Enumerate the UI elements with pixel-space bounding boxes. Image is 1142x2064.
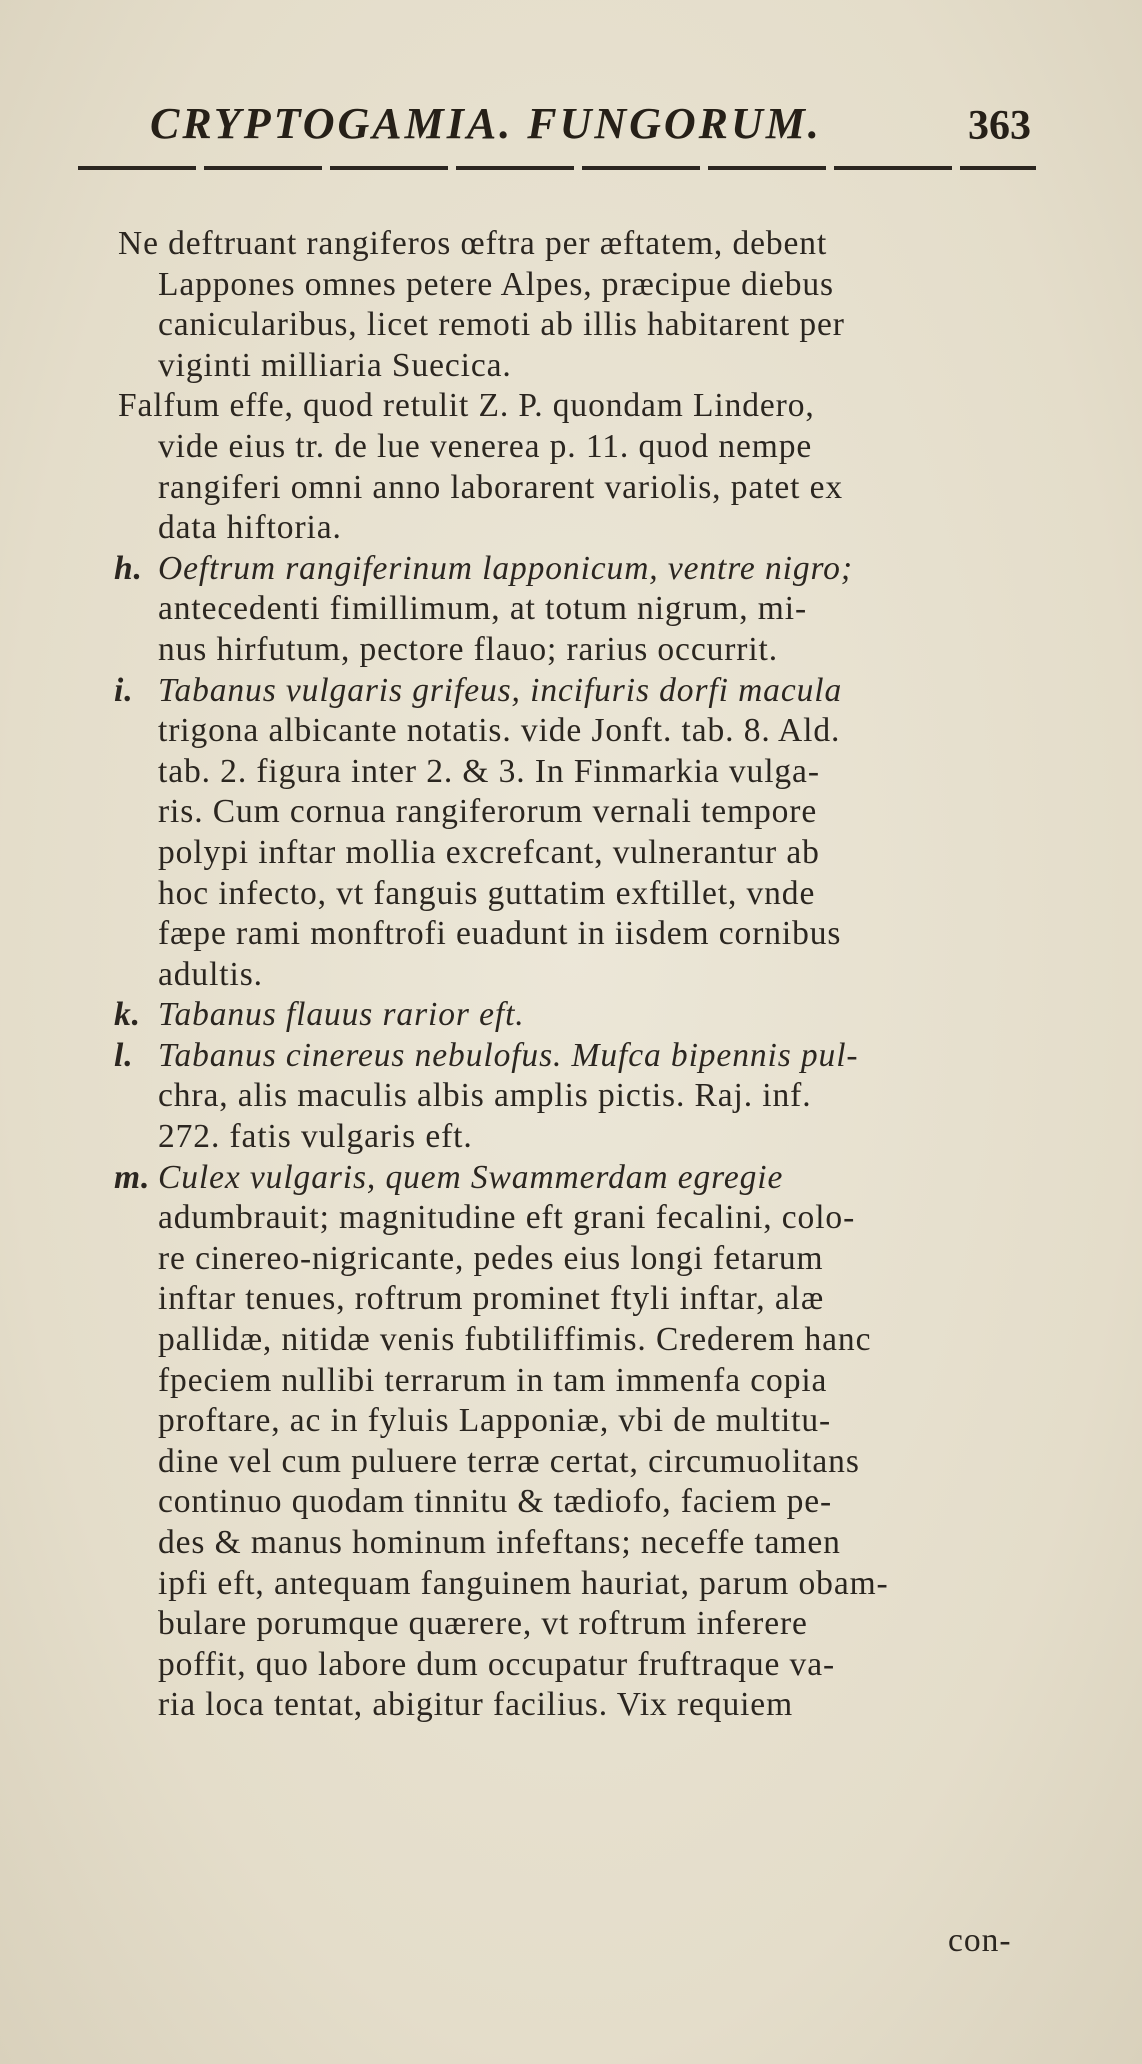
- body-text: [114, 224, 1048, 1726]
- entry-marker: m.: [114, 1158, 151, 1196]
- paragraph: [118, 386, 1048, 548]
- text-line: rangiferi omni anno laborarent variolis, patet ex: [158, 468, 844, 506]
- text-line: Tabanus vulgaris grifeus, incifuris dorfi macula: [158, 671, 843, 709]
- text-line: Lappones omnes petere Alpes, præcipue diebus: [158, 265, 834, 303]
- text-line: des & manus hominum infeftans; neceffe tamen: [158, 1524, 841, 1561]
- text-line: ria loca tentat, abigitur facilius. Vix requiem: [158, 1686, 794, 1724]
- text-line: data hiftoria.: [158, 509, 342, 547]
- text-line: adultis.: [158, 955, 263, 993]
- text-line: dine vel cum puluere terræ certat, circumuolitans: [158, 1442, 860, 1480]
- species-entry: [114, 549, 1048, 671]
- paragraph: [118, 224, 1048, 386]
- text-line: tab. 2. figura inter 2. & 3. In Finmarkia vulga-: [158, 752, 820, 790]
- running-title: CRYPTOGAMIA. FUNGORUM.: [150, 99, 822, 148]
- text-line: antecedenti fimillimum, at totum nigrum, mi-: [158, 590, 807, 628]
- text-line: Culex vulgaris, quem Swammerdam egregie: [158, 1158, 784, 1196]
- text-line: Falfum effe, quod retulit Z. P. quondam Lindero,: [118, 387, 815, 425]
- entry-marker: k.: [114, 996, 141, 1034]
- entry-marker: l.: [114, 1036, 134, 1074]
- page-header: [150, 98, 1050, 158]
- text-line: Ne deftruant rangiferos œftra per æftatem, debent: [118, 225, 828, 262]
- entry-marker: i.: [114, 671, 134, 709]
- text-line: polypi inftar mollia excrefcant, vulnerantur ab: [158, 833, 820, 871]
- text-line: pallidæ, nitidæ venis fubtiliffimis. Crederem hanc: [158, 1321, 872, 1359]
- text-line: Oeftrum rangiferinum lapponicum, ventre nigro;: [158, 549, 853, 587]
- text-line: chra, alis maculis albis amplis pictis. Raj. inf.: [158, 1077, 812, 1115]
- text-line: nus hirfutum, pectore flauo; rarius occurrit.: [158, 630, 779, 668]
- text-line: hoc infecto, vt fanguis guttatim exftillet, vnde: [158, 874, 816, 912]
- text-line: trigona albicante notatis. vide Jonft. tab. 8. Ald.: [158, 712, 841, 750]
- text-line: 272. fatis vulgaris eft.: [158, 1118, 473, 1156]
- text-line: viginti milliaria Suecica.: [158, 346, 512, 384]
- text-line: ris. Cum cornua rangiferorum vernali tempore: [158, 793, 818, 831]
- text-line: fpeciem nullibi terrarum in tam immenfa copia: [158, 1361, 828, 1399]
- text-line: re cinereo-nigricante, pedes eius longi fetarum: [158, 1239, 824, 1277]
- text-line: proftare, ac in fyluis Lapponiæ, vbi de multitu-: [158, 1402, 832, 1440]
- text-line: vide eius tr. de lue venerea p. 11. quod nempe: [158, 427, 813, 465]
- text-line: bulare porumque quærere, vt roftrum inferere: [158, 1605, 808, 1643]
- species-entry: [114, 1158, 1048, 1726]
- species-entry: [114, 995, 1048, 1036]
- text-line: adumbrauit; magnitudine eft grani fecalini, colo-: [158, 1199, 856, 1237]
- text-line: inftar tenues, roftrum prominet ftyli inftar, alæ: [158, 1280, 825, 1318]
- text-line: fæpe rami monftrofi euadunt in iisdem cornibus: [158, 915, 842, 953]
- text-line: Tabanus flauus rarior eft.: [158, 996, 525, 1034]
- species-entry: [114, 1036, 1048, 1158]
- text-line: ipfi eft, antequam fanguinem hauriat, parum obam-: [158, 1564, 889, 1602]
- header-rule: [78, 166, 1036, 170]
- page-number: 363: [968, 103, 1031, 149]
- catchword: con-: [948, 1922, 1012, 1959]
- entry-marker: h.: [114, 549, 143, 587]
- species-entry: [114, 671, 1048, 996]
- text-line: continuo quodam tinnitu & tædiofo, faciem pe-: [158, 1483, 833, 1521]
- text-line: poffit, quo labore dum occupatur fruftraque va-: [158, 1645, 836, 1683]
- text-line: canicularibus, licet remoti ab illis habitarent per: [158, 306, 845, 344]
- text-line: Tabanus cinereus nebulofus. Mufca bipennis pul-: [158, 1036, 859, 1074]
